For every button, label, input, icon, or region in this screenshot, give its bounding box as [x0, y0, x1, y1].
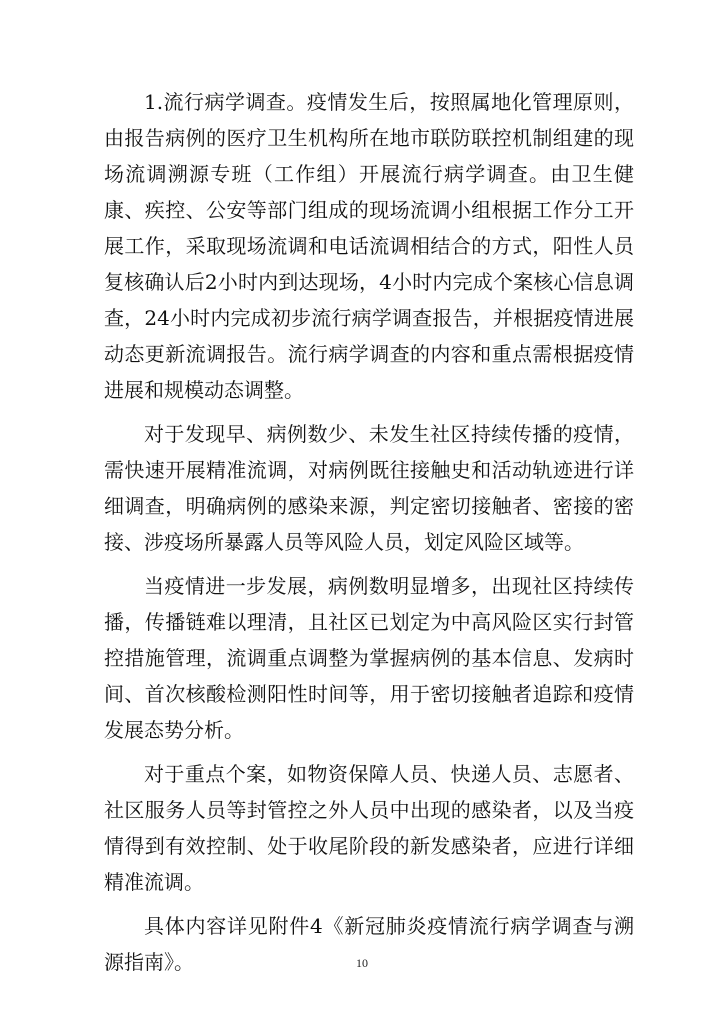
document-body [104, 84, 634, 988]
paragraph-attachment-reference: 具体内容详见附件4《新冠肺炎疫情流行病学调查与溯源指南》。 [104, 914, 634, 974]
paragraph-further-development: 当疫情进一步发展，病例数明显增多，出现社区持续传播，传播链难以理清，且社区已划定为中高风险区实行封管控措施管理，流调重点调整为掌握病例的基本信息、发病时间、首次核酸检测阳性时间等，用于密切接触者追踪和疫情发展态势分析。 [104, 574, 634, 742]
paragraph-epidemiological-investigation: 1.流行病学调查。疫情发生后，按照属地化管理原则，由报告病例的医疗卫生机构所在地市联防联控机制组建的现场流调溯源专班（工作组）开展流行病学调查。由卫生健康、疾控、公安等部门组成的现场流调小组根据工作分工开展工作，采取现场流调和电话流调相结合的方式，阳性人员复核确认后2小时内到达现场，4小时内完成个案核心信息调查，24小时内完成初步流行病学调查报告，并根据疫情进展动态更新流调报告。流行病学调查的内容和重点需根据疫情进展和规模动态调整。 [104, 90, 634, 402]
page-number: 10 [356, 956, 368, 970]
paragraph-key-cases: 对于重点个案，如物资保障人员、快递人员、志愿者、社区服务人员等封管控之外人员中出现的感染者，以及当疫情得到有效控制、处于收尾阶段的新发感染者，应进行详细精准流调。 [104, 762, 634, 894]
paragraph-early-outbreak: 对于发现早、病例数少、未发生社区持续传播的疫情，需快速开展精准流调，对病例既往接触史和活动轨迹进行详细调查，明确病例的感染来源，判定密切接触者、密接的密接、涉疫场所暴露人员等风险人员，划定风险区域等。 [104, 422, 634, 554]
